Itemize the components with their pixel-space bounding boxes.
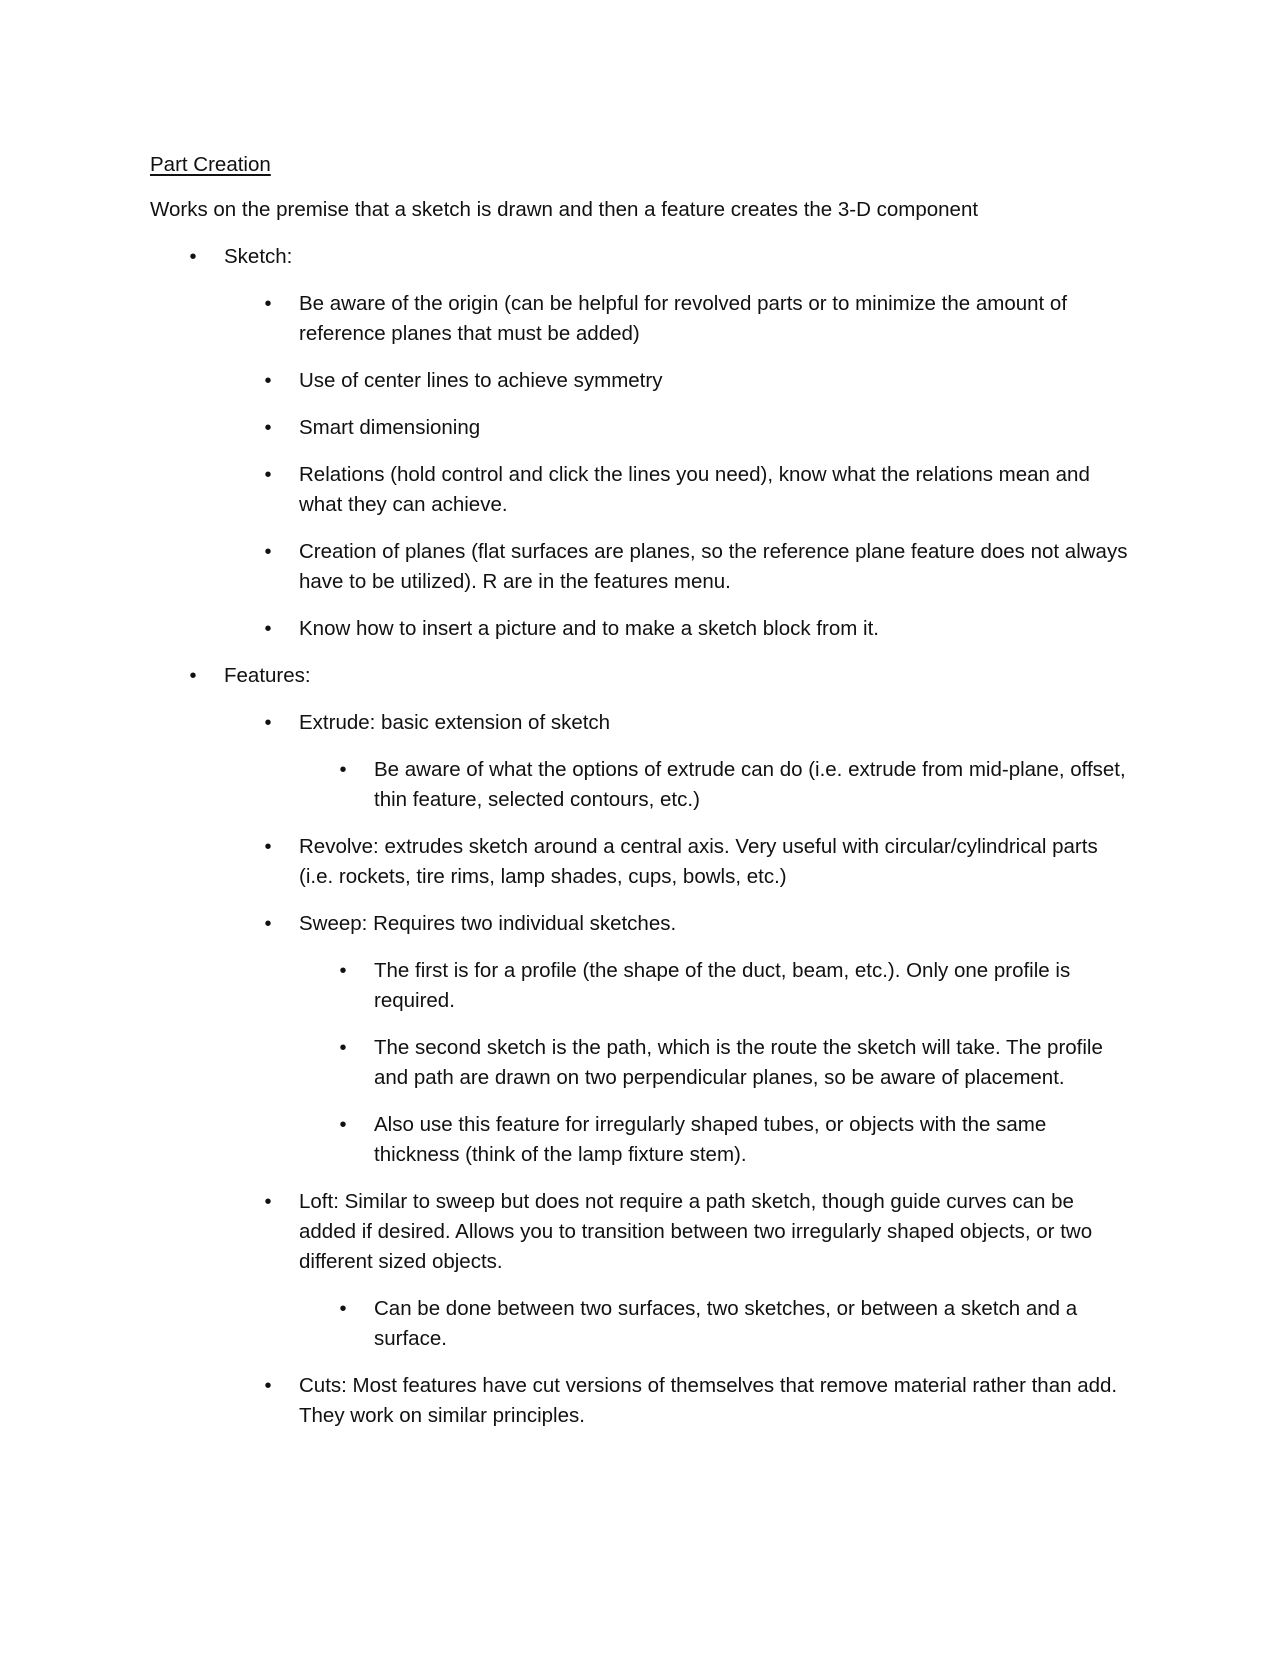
bullet-icon: • — [189, 665, 197, 687]
feature-subitem-text: Be aware of what the options of extrude can do (i.e. extrude from mid-plane, offset, thin feature, selected contours, etc.) — [374, 758, 1126, 811]
bullet-icon: • — [339, 1037, 347, 1059]
sketch-item-text: Be aware of the origin (can be helpful for revolved parts or to minimize the amount of reference planes that must be added) — [299, 292, 1068, 345]
sketch-item — [150, 366, 1135, 396]
sketch-item-text: Smart dimensioning — [299, 416, 481, 439]
sketch-item-text: Use of center lines to achieve symmetry — [299, 369, 663, 392]
feature-subitem — [150, 755, 1135, 815]
bullet-icon: • — [339, 759, 347, 781]
bullet-icon: • — [339, 960, 347, 982]
bullet-icon: • — [189, 246, 197, 268]
sketch-item — [150, 413, 1135, 443]
feature-subitem-text: The second sketch is the path, which is the route the sketch will take. The profile and path are drawn on two perpendicular planes, so be aware of placement. — [374, 1036, 1103, 1089]
sketch-item-text: Relations (hold control and click the lines you need), know what the relations mean and what they can achieve. — [299, 463, 1090, 516]
feature-subitem-text: Also use this feature for irregularly shaped tubes, or objects with the same thickness (think of the lamp fixture stem). — [374, 1113, 1047, 1166]
feature-subitem-text: The first is for a profile (the shape of the duct, beam, etc.). Only one profile is required. — [374, 959, 1071, 1012]
bullet-icon: • — [264, 417, 272, 439]
feature-revolve — [150, 832, 1135, 892]
feature-subitem — [150, 1294, 1135, 1354]
feature-cuts-text: Cuts: Most features have cut versions of themselves that remove material rather than add. They work on similar principles. — [299, 1374, 1118, 1427]
sketch-item — [150, 289, 1135, 349]
bullet-icon: • — [264, 370, 272, 392]
feature-sweep-text: Sweep: Requires two individual sketches. — [299, 912, 677, 935]
sketch-item — [150, 614, 1135, 644]
feature-cuts — [150, 1371, 1135, 1431]
feature-subitem — [150, 956, 1135, 1016]
bullet-icon: • — [264, 712, 272, 734]
feature-loft-text: Loft: Similar to sweep but does not require a path sketch, though guide curves can be added if desired. Allows you to transition between two irregularly shaped objects, or two different sized objects. — [299, 1190, 1093, 1273]
bullet-icon: • — [264, 1375, 272, 1397]
bullet-icon: • — [264, 913, 272, 935]
bullet-icon: • — [339, 1114, 347, 1136]
features-heading-item — [150, 661, 1135, 691]
feature-subitem — [150, 1110, 1135, 1170]
features-heading: Features: — [224, 664, 311, 687]
document-page — [150, 150, 1135, 1431]
sketch-item — [150, 537, 1135, 597]
sketch-item-text: Know how to insert a picture and to make a sketch block from it. — [299, 617, 879, 640]
feature-extrude — [150, 708, 1135, 738]
sketch-item-text: Creation of planes (flat surfaces are planes, so the reference plane feature does not always have to be utilized). R are in the features menu. — [299, 540, 1128, 593]
bullet-icon: • — [264, 293, 272, 315]
bullet-icon: • — [264, 464, 272, 486]
feature-revolve-text: Revolve: extrudes sketch around a central axis. Very useful with circular/cylindrical parts (i.e. rockets, tire rims, lamp shades, cups, bowls, etc.) — [299, 835, 1098, 888]
bullet-icon: • — [264, 541, 272, 563]
bullet-icon: • — [264, 618, 272, 640]
bullet-icon: • — [264, 1191, 272, 1213]
sketch-heading-item — [150, 242, 1135, 272]
sketch-item — [150, 460, 1135, 520]
intro-paragraph: Works on the premise that a sketch is drawn and then a feature creates the 3-D component — [150, 198, 979, 221]
feature-subitem — [150, 1033, 1135, 1093]
bullet-icon: • — [264, 836, 272, 858]
bullet-icon: • — [339, 1298, 347, 1320]
feature-loft — [150, 1187, 1135, 1277]
feature-sweep — [150, 909, 1135, 939]
feature-extrude-text: Extrude: basic extension of sketch — [299, 711, 611, 734]
sketch-heading: Sketch: — [224, 245, 293, 268]
feature-subitem-text: Can be done between two surfaces, two sketches, or between a sketch and a surface. — [374, 1297, 1078, 1350]
page-title: Part Creation — [150, 153, 271, 176]
